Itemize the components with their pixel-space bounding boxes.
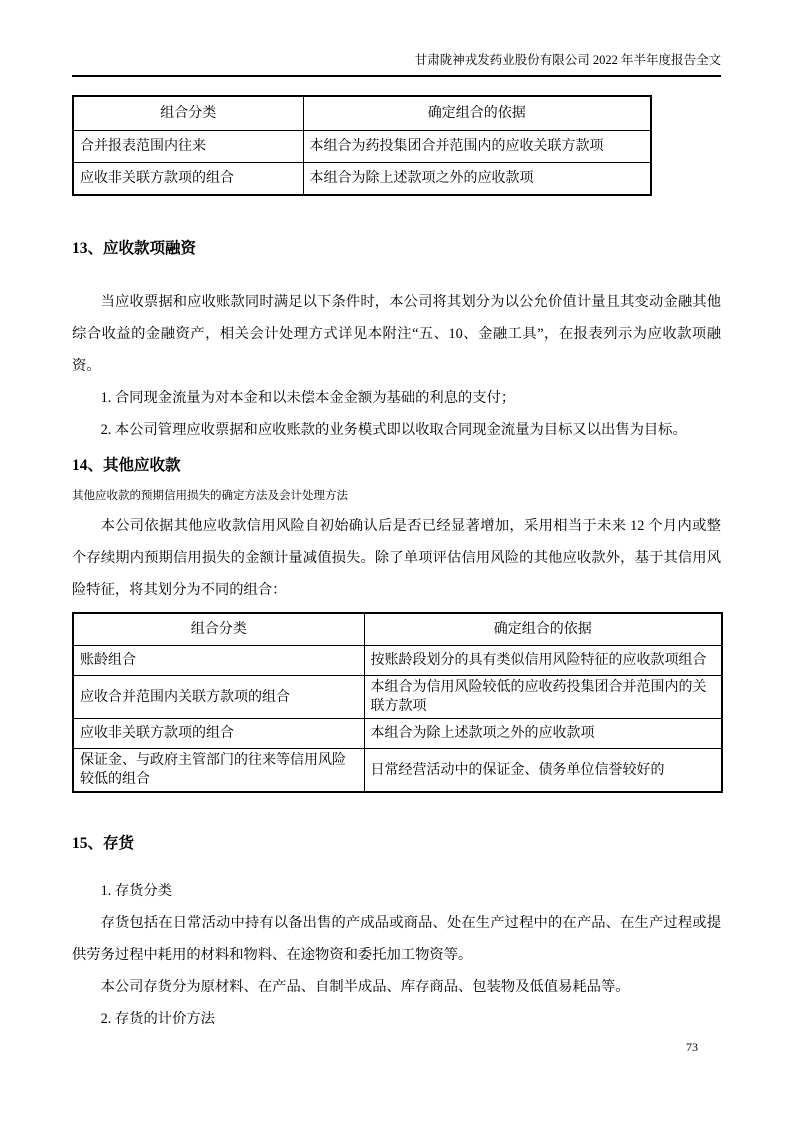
section-13-paragraph: 当应收票据和应收账款同时满足以下条件时，本公司将其划分为以公允价值计量且其变动金融其他综合收益的金融资产，相关会计处理方式详见本附注“五、10、金融工具”，在报表列示为应收款项融资。 [72, 294, 721, 374]
table-row [73, 676, 722, 719]
table-row [73, 749, 722, 793]
section-13-heading: 13、应收款项融资 [72, 240, 197, 257]
table-row [73, 719, 722, 749]
table-cell: 日常经营活动中的保证金、债务单位信誉较好的 [364, 749, 722, 793]
section-13-item-2: 2. 本公司管理应收票据和应收账款的业务模式即以收取合同现金流量为目标又以出售为目标。 [100, 422, 687, 438]
table-cell: 本组合为药投集团合并范围内的应收关联方款项 [303, 131, 651, 163]
table-cell: 保证金、与政府主管部门的往来等信用风险较低的组合 [73, 749, 364, 793]
column-header-portfolio-class: 组合分类 [73, 96, 303, 131]
section-15-paragraph-2: 本公司存货分为原材料、在产品、自制半成品、库存商品、包装物及低值易耗品等。 [100, 979, 630, 995]
table-row [73, 646, 722, 676]
section-14-subnote: 其他应收款的预期信用损失的确定方法及会计处理方法 [72, 490, 348, 502]
section-15-item-1: 1. 存货分类 [100, 883, 173, 899]
running-header [72, 0, 721, 77]
section-13-item-1: 1. 合同现金流量为对本金和以未偿本金金额为基础的利息的支付； [100, 390, 516, 406]
receivables-portfolio-table [72, 95, 652, 196]
table-cell: 本组合为信用风险较低的应收药投集团合并范围内的关联方款项 [364, 676, 722, 719]
table-cell: 合并报表范围内往来 [73, 131, 303, 163]
report-title: 甘肃陇神戎发药业股份有限公司 2022 年半年度报告全文 [414, 53, 721, 67]
section-15-paragraph-1: 存货包括在日常活动中持有以备出售的产成品或商品、处在生产过程中的在产品、在生产过程或提供劳务过程中耗用的材料和物料、在途物资和委托加工物资等。 [72, 915, 721, 963]
section-14-paragraph: 本公司依据其他应收款信用风险自初始确认后是否已经显著增加，采用相当于未来 12 个月内或整个存续期内预期信用损失的金额计量减值损失。除了单项评估信用风险的其他应收款外，基于其信用风险特征，将其划分为不同的组合： [72, 518, 721, 598]
table-row [73, 163, 651, 196]
table-cell: 本组合为除上述款项之外的应收款项 [364, 719, 722, 749]
section-15-heading: 15、存货 [72, 835, 135, 852]
table-cell: 本组合为除上述款项之外的应收款项 [303, 163, 651, 196]
section-15-item-2: 2. 存货的计价方法 [100, 1011, 215, 1027]
table-cell: 应收合并范围内关联方款项的组合 [73, 676, 364, 719]
column-header-portfolio-class: 组合分类 [73, 613, 364, 646]
section-14-heading: 14、其他应收款 [72, 457, 181, 474]
table-header-row [73, 96, 651, 131]
table-row [73, 131, 651, 163]
column-header-portfolio-basis: 确定组合的依据 [364, 613, 722, 646]
table-cell: 应收非关联方款项的组合 [73, 163, 303, 196]
table-cell: 按账龄段划分的具有类似信用风险特征的应收款项组合 [364, 646, 722, 676]
table-cell: 应收非关联方款项的组合 [73, 719, 364, 749]
page-number: 73 [686, 1040, 698, 1054]
other-receivables-portfolio-table [72, 612, 723, 793]
table-cell: 账龄组合 [73, 646, 364, 676]
table-header-row [73, 613, 722, 646]
column-header-portfolio-basis: 确定组合的依据 [303, 96, 651, 131]
